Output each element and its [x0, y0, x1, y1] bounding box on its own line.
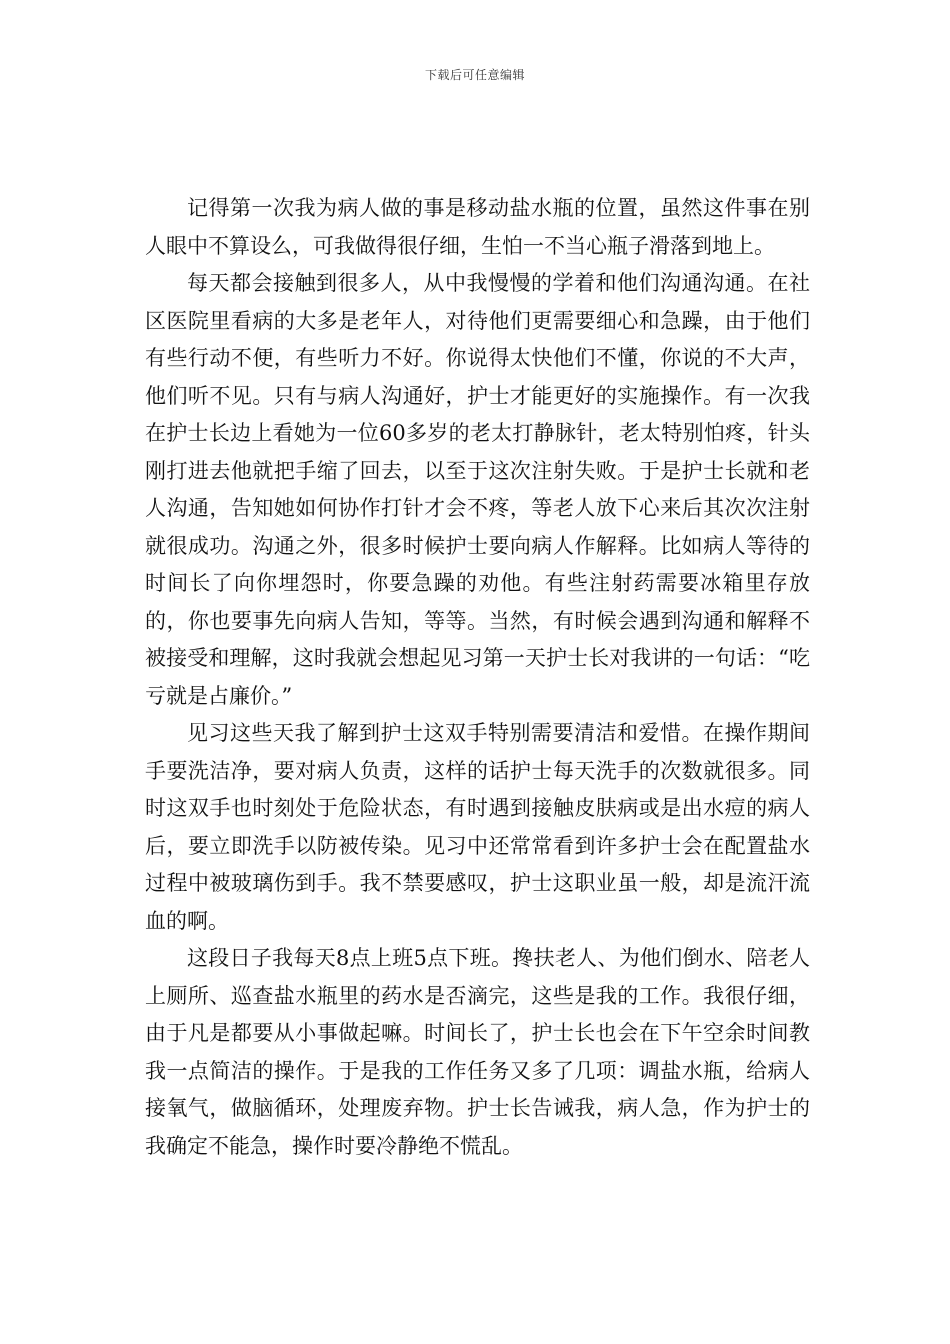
document-body [145, 190, 810, 1165]
paragraph-4: 这段日子我每天8点上班5点下班。搀扶老人、为他们倒水、陪老人上厕所、巡查盐水瓶里的药水是否滴完，这些是我的工作。我很仔细，由于凡是都要从小事做起嘛。时间长了，护士长也会在下午空余时间教我一点简洁的操作。于是我的工作任务又多了几项：调盐水瓶，给病人接氧气，做脑循环，处理废弃物。护士长告诫我，病人急，作为护士的我确定不能急，操作时要冷静绝不慌乱。 [145, 946, 810, 1158]
page-header: 下载后可任意编辑 [424, 68, 525, 82]
paragraph-1: 记得第一次我为病人做的事是移动盐水瓶的位置，虽然这件事在别人眼中不算设么，可我做得很仔细，生怕一不当心瓶子滑落到地上。 [145, 196, 810, 258]
paragraph-3: 见习这些天我了解到护士这双手特别需要清洁和爱惜。在操作期间手要洗洁净，要对病人负责，这样的话护士每天洗手的次数就很多。同时这双手也时刻处于危险状态，有时遇到接触皮肤病或是出水痘的病人后，要立即洗手以防被传染。见习中还常常看到许多护士会在配置盐水过程中被玻璃伤到手。我不禁要感叹，护士这职业虽一般，却是流汗流血的啊。 [145, 721, 810, 933]
paragraph-2: 每天都会接触到很多人，从中我慢慢的学着和他们沟通沟通。在社区医院里看病的大多是老年人，对待他们更需要细心和急躁，由于他们有些行动不便，有些听力不好。你说得太快他们不懂，你说的不大声，他们听不见。只有与病人沟通好，护士才能更好的实施操作。有一次我在护士长边上看她为一位60多岁的老太打静脉针，老太特别怕疼，针头刚打进去他就把手缩了回去，以至于这次注射失败。于是护士长就和老人沟通，告知她如何协作打针才会不疼，等老人放下心来后其次次注射就很成功。沟通之外，很多时候护士要向病人作解释。比如病人等待的时间长了向你埋怨时，你要急躁的劝他。有些注射药需要冰箱里存放的，你也要事先向病人告知，等等。当然，有时候会遇到沟通和解释不被接受和理解，这时我就会想起见习第一天护士长对我讲的一句话：“吃亏就是占廉价。” [145, 271, 810, 708]
